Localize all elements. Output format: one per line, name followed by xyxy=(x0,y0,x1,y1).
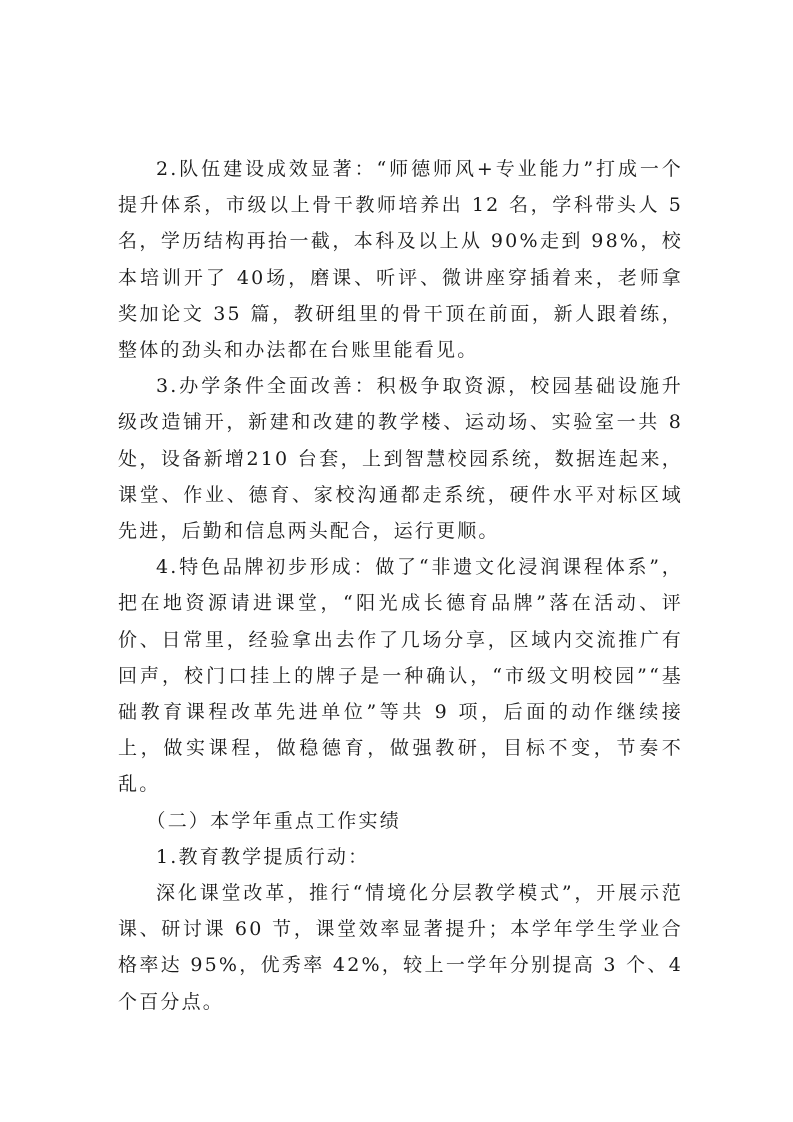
paragraph-teaching-quality: 深化课堂改革，推行“情境化分层教学模式”，开展示范课、研讨课 60 节，课堂效率显著提升；本学年学生学业合格率达 95%，优秀率 42%，较上一学年分别提高 3 个、4 个百分点。 xyxy=(118,882,683,1013)
paragraph-featured-brand: 4.特色品牌初步形成：做了“非遗文化浸润课程体系”，把在地资源请进课堂，“阳光成长德育品牌”落在活动、评价、日常里，经验拿出去作了几场分享，区域内交流推广有回声，校门口挂上的牌子是一种确认，“市级文明校园”“基础教育课程改革先进单位”等共 9 项，后面的动作继续接上，做实课程，做稳德育，做强教研，目标不变，节奏不乱。 xyxy=(118,556,683,796)
paragraph-team-building: 2.队伍建设成效显著：“师德师风+专业能力”打成一个提升体系，市级以上骨干教师培养出 12 名，学科带头人 5 名，学历结构再抬一截，本科及以上从 90%走到 98%，校本培训开了 40场，磨课、听评、微讲座穿插着来，老师拿奖加论文 35 篇，教研组里的骨干顶在前面，新人跟着练，整体的劲头和办法都在台账里能看见。 xyxy=(118,158,683,362)
section-heading: （二）本学年重点工作实绩 xyxy=(146,809,401,832)
document-page xyxy=(118,151,683,1020)
paragraph-school-conditions: 3.办学条件全面改善：积极争取资源，校园基础设施升级改造铺开，新建和改建的教学楼、运动场、实验室一共 8 处，设备新增210 台套，上到智慧校园系统，数据连起来，课堂、作业、德育、家校沟通都走系统，硬件水平对标区域先进，后勤和信息两头配合，运行更顺。 xyxy=(118,375,683,543)
subsection-heading: 1.教育教学提质行动： xyxy=(156,845,370,868)
